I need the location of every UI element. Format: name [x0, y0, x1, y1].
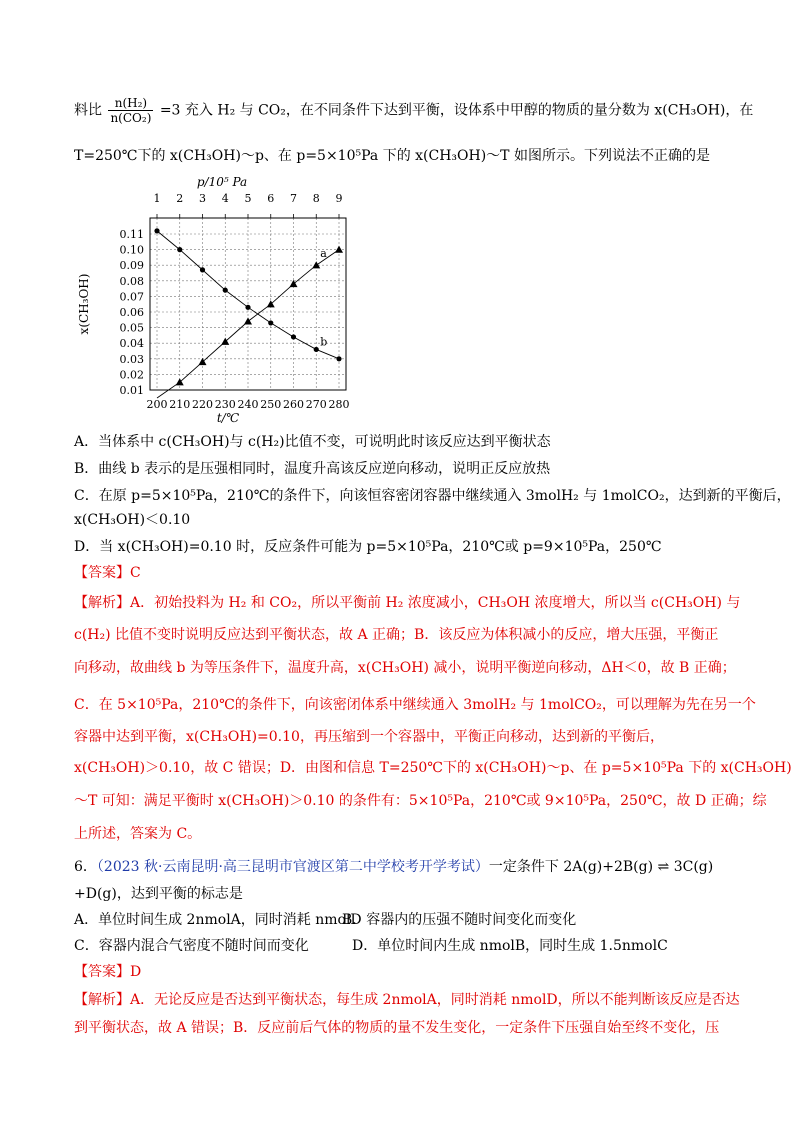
question-6-options-ab [74, 910, 734, 930]
option-b: B．曲线 b 表示的是压强相同时，温度升高该反应逆向移动，说明正反应放热 [74, 461, 551, 477]
q6-option-b: B．容器内的压强不随时间变化而变化 [342, 912, 577, 928]
analysis-1-line-1: 【解析】A．初始投料为 H₂ 和 CO₂，所以平衡前 H₂ 浓度减小，CH₃OH 浓度增大，所以当 c(CH₃OH) 与 [74, 595, 741, 611]
analysis-2-line-2: 到平衡状态，故 A 错误；B．反应前后气体的物质的量不发生变化，一定条件下压强自始至终不变化，压 [74, 1020, 720, 1036]
series-b-point [177, 247, 182, 252]
fraction-denominator: n(CO₂) [110, 111, 152, 125]
bottom-tick-label: 210 [169, 398, 191, 411]
analysis-1-line-7: ～T 可知：满足平衡时 x(CH₃OH)＞0.10 的条件有：5×10⁵Pa，210℃或 9×10⁵Pa，250℃，故 D 正确；综 [74, 793, 767, 809]
series-b-point [200, 267, 205, 272]
answer-1 [74, 563, 734, 583]
bottom-tick-label: 250 [260, 398, 282, 411]
intro-line-2: T=250℃下的 x(CH₃OH)～p、在 p=5×10⁵Pa 下的 x(CH₃OH)～T 如图所示。下列说法不正确的是 [74, 148, 710, 164]
ratio-fraction [108, 96, 153, 125]
top-tick-label: 2 [176, 192, 184, 205]
y-tick-label: 0.09 [119, 259, 144, 273]
series-b-point [291, 334, 296, 339]
bottom-tick-labels [147, 398, 350, 411]
series-a-point [244, 317, 252, 324]
series-a-point [335, 246, 343, 253]
analysis-1-line-6: x(CH₃OH)＞0.10，故 C 错误；D．由图和信息 T=250℃下的 x(CH₃OH)～p、在 p=5×10⁵Pa 下的 x(CH₃OH) [74, 760, 792, 776]
top-tick-label: 3 [199, 192, 206, 205]
question-6-line-2: +D(g)，达到平衡的标志是 [74, 886, 243, 902]
bottom-tick-label: 220 [192, 398, 213, 411]
analysis-1-line-5: 容器中达到平衡，x(CH₃OH)=0.10，再压缩到一个容器中，平衡正向移动，达到新的平衡后， [74, 729, 664, 745]
y-tick-label: 0.08 [119, 274, 144, 288]
y-tick-label: 0.05 [119, 321, 144, 335]
question-6-options-cd [74, 936, 734, 956]
q6-option-a: A．单位时间生成 2nmolA，同时消耗 nmolD [74, 912, 362, 928]
series-a-point [312, 261, 320, 268]
y-tick-label: 0.02 [119, 368, 144, 382]
analysis-1-line-8: 上所述，答案为 C。 [74, 826, 202, 842]
series-label-b: b [320, 335, 328, 349]
y-tick-label: 0.07 [119, 290, 144, 304]
answer-value: D [130, 964, 142, 980]
intro-text: =3 充入 H₂ 与 CO₂，在不同条件下达到平衡，设体系中甲醇的物质的量分数为 x(CH₃OH)，在 [159, 102, 754, 119]
series-label-a: a [320, 247, 327, 261]
y-tick-label: 0.10 [119, 243, 144, 257]
q6-option-d: D．单位时间内生成 nmolB，同时生成 1.5nmolC [352, 938, 668, 954]
top-tick-labels [154, 192, 343, 218]
top-axis-label: p/10⁵ Pa [196, 175, 248, 189]
intro-prefix: 料比 [74, 102, 102, 119]
series-b-point [336, 356, 341, 361]
option-c: C．在原 p=5×10⁵Pa，210℃的条件下，向该恒容密闭容器中继续通入 3molH₂ 与 1molCO₂，达到新的平衡后， [74, 488, 791, 504]
analysis-2-line-1: 【解析】A．无论反应是否达到平衡状态，每生成 2nmolA，同时消耗 nmolD，所以不能判断该反应是否达 [74, 992, 740, 1008]
series-b-point [268, 320, 273, 325]
bottom-tick-label: 260 [283, 398, 304, 411]
top-tick-label: 9 [335, 192, 343, 205]
series-b-point [154, 228, 159, 233]
bottom-tick-label: 200 [146, 398, 168, 411]
intro-line-1 [74, 96, 754, 125]
y-tick-label: 0.06 [119, 306, 144, 319]
top-tick-label: 1 [153, 192, 161, 205]
y-tick-label: 0.04 [119, 337, 144, 351]
answer-value: C [130, 565, 141, 581]
bottom-axis-label: t/℃ [216, 411, 240, 425]
series-b-point [314, 347, 319, 352]
option-c-continued: x(CH₃OH)＜0.10 [74, 512, 191, 528]
top-tick-label: 4 [221, 192, 229, 205]
xch3oh-chart [74, 170, 354, 432]
y-tick-label: 0.11 [119, 228, 144, 241]
question-source: （2023 秋·云南昆明·高三昆明市官渡区第二中学校考开学考试） [96, 859, 489, 875]
analysis-1-line-3: 向移动，故曲线 b 为等压条件下，温度升高，x(CH₃OH) 减小，说明平衡逆向移动，ΔH＜0，故 B 正确； [74, 660, 736, 676]
y-tick-labels [120, 228, 145, 397]
analysis-1-line-2: c(H₂) 比值不变时说明反应达到平衡状态，故 A 正确；B．该反应为体积减小的反应，增大压强，平衡正 [74, 627, 719, 643]
answer-tag: 【答案】 [74, 565, 130, 581]
bottom-tick-label: 270 [305, 398, 327, 411]
chart-series [154, 228, 343, 398]
question-number: 6． [74, 859, 97, 875]
top-tick-label: 8 [312, 192, 320, 205]
answer-2 [74, 962, 734, 982]
top-tick-label: 7 [290, 192, 297, 205]
answer-tag: 【答案】 [74, 964, 130, 980]
analysis-1-line-4: C．在 5×10⁵Pa，210℃的条件下，向该密闭体系中继续通入 3molH₂ 与 1molCO₂，可以理解为先在另一个 [74, 697, 756, 713]
y-tick-label: 0.01 [119, 384, 144, 397]
question-6-line-1 [74, 857, 734, 877]
fraction-numerator: n(H₂) [108, 96, 153, 111]
option-d: D．当 x(CH₃OH)=0.10 时，反应条件可能为 p=5×10⁵Pa，210℃或 p=9×10⁵Pa，250℃ [74, 539, 662, 555]
q6-option-c: C．容器内混合气密度不随时间而变化 [74, 938, 309, 954]
series-b-point [245, 305, 250, 310]
question-stem: 一定条件下 2A(g)+2B(g) ⇌ 3C(g) [488, 859, 714, 875]
bottom-tick-label: 240 [237, 398, 259, 411]
bottom-tick-label: 230 [214, 398, 236, 411]
y-tick-label: 0.03 [119, 352, 144, 366]
top-tick-label: 5 [244, 192, 252, 205]
bottom-tick-label: 280 [328, 398, 350, 411]
top-tick-label: 6 [267, 192, 275, 205]
option-a: A．当体系中 c(CH₃OH)与 c(H₂)比值不变，可说明此时该反应达到平衡状态 [74, 434, 551, 450]
chart-grid [150, 218, 346, 390]
y-axis-label: x(CH₃OH) [77, 273, 91, 335]
series-b-point [223, 288, 228, 293]
